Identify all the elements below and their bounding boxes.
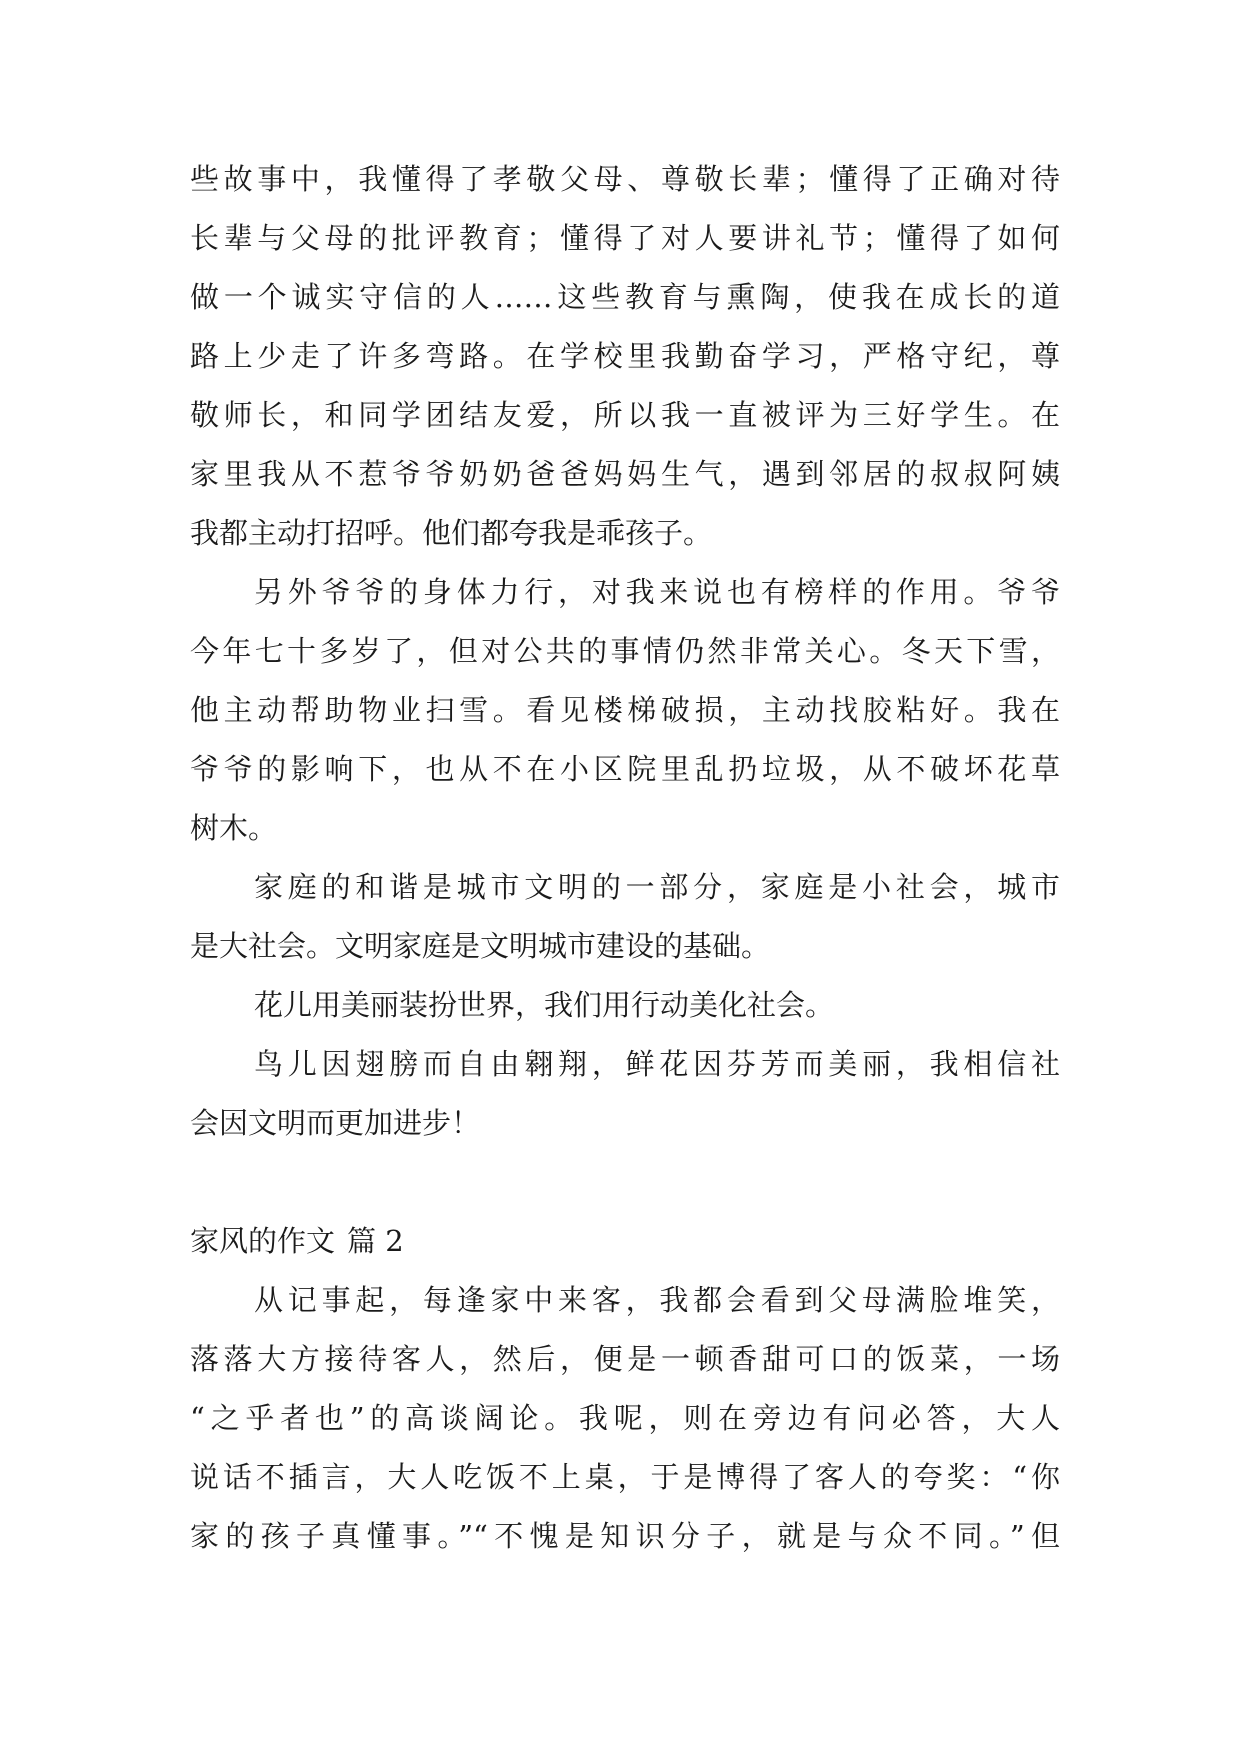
document-page [190, 150, 1060, 1566]
paragraph [190, 150, 1060, 563]
text-line: 花儿用美丽装扮世界，我们用行动美化社会。 [254, 988, 835, 1022]
text-line: 他主动帮助物业扫雪。看见楼梯破损，主动找胶粘好。我在 [190, 693, 1060, 727]
paragraph [190, 976, 1060, 1035]
text-line: 树木。 [190, 811, 278, 845]
section-heading [190, 1212, 1060, 1271]
text-line: 做一个诚实守信的人……这些教育与熏陶，使我在成长的道 [190, 280, 1060, 314]
text-line: 鸟儿因翅膀而自由翱翔，鲜花因芬芳而美丽，我相信社 [254, 1047, 1060, 1081]
text-line: 家的孩子真懂事。”“不愧是知识分子，就是与众不同。”但 [190, 1519, 1060, 1553]
text-line: 些故事中，我懂得了孝敬父母、尊敬长辈；懂得了正确对待 [190, 162, 1060, 196]
section-spacer [190, 1153, 1060, 1212]
text-line: 长辈与父母的批评教育；懂得了对人要讲礼节；懂得了如何 [190, 221, 1060, 255]
text-line: 今年七十多岁了，但对公共的事情仍然非常关心。冬天下雪， [190, 634, 1060, 668]
text-line: 说话不插言，大人吃饭不上桌，于是博得了客人的夸奖：“你 [190, 1460, 1060, 1494]
text-line: 爷爷的影响下，也从不在小区院里乱扔垃圾，从不破坏花草 [190, 752, 1060, 786]
section-heading-title: 家风的作文 [190, 1224, 336, 1258]
paragraph [190, 1271, 1060, 1566]
text-line: 从记事起，每逢家中来客，我都会看到父母满脸堆笑， [254, 1283, 1060, 1317]
paragraph [190, 563, 1060, 858]
paragraph [190, 1035, 1060, 1153]
text-line: 会因文明而更加进步！ [190, 1106, 481, 1140]
section-heading-number: 篇 2 [347, 1224, 404, 1258]
text-line: 路上少走了许多弯路。在学校里我勤奋学习，严格守纪，尊 [190, 339, 1060, 373]
text-line: “之乎者也”的高谈阔论。我呢，则在旁边有问必答，大人 [190, 1401, 1060, 1435]
text-line: 家里我从不惹爷爷奶奶爸爸妈妈生气，遇到邻居的叔叔阿姨 [190, 457, 1060, 491]
text-line: 另外爷爷的身体力行，对我来说也有榜样的作用。爷爷 [254, 575, 1060, 609]
text-line: 敬师长，和同学团结友爱，所以我一直被评为三好学生。在 [190, 398, 1060, 432]
text-line: 家庭的和谐是城市文明的一部分，家庭是小社会，城市 [254, 870, 1060, 904]
text-line: 是大社会。文明家庭是文明城市建设的基础。 [190, 929, 771, 963]
text-line: 我都主动打招呼。他们都夸我是乖孩子。 [190, 516, 713, 550]
text-line: 落落大方接待客人，然后，便是一顿香甜可口的饭菜，一场 [190, 1342, 1060, 1376]
paragraph [190, 858, 1060, 976]
